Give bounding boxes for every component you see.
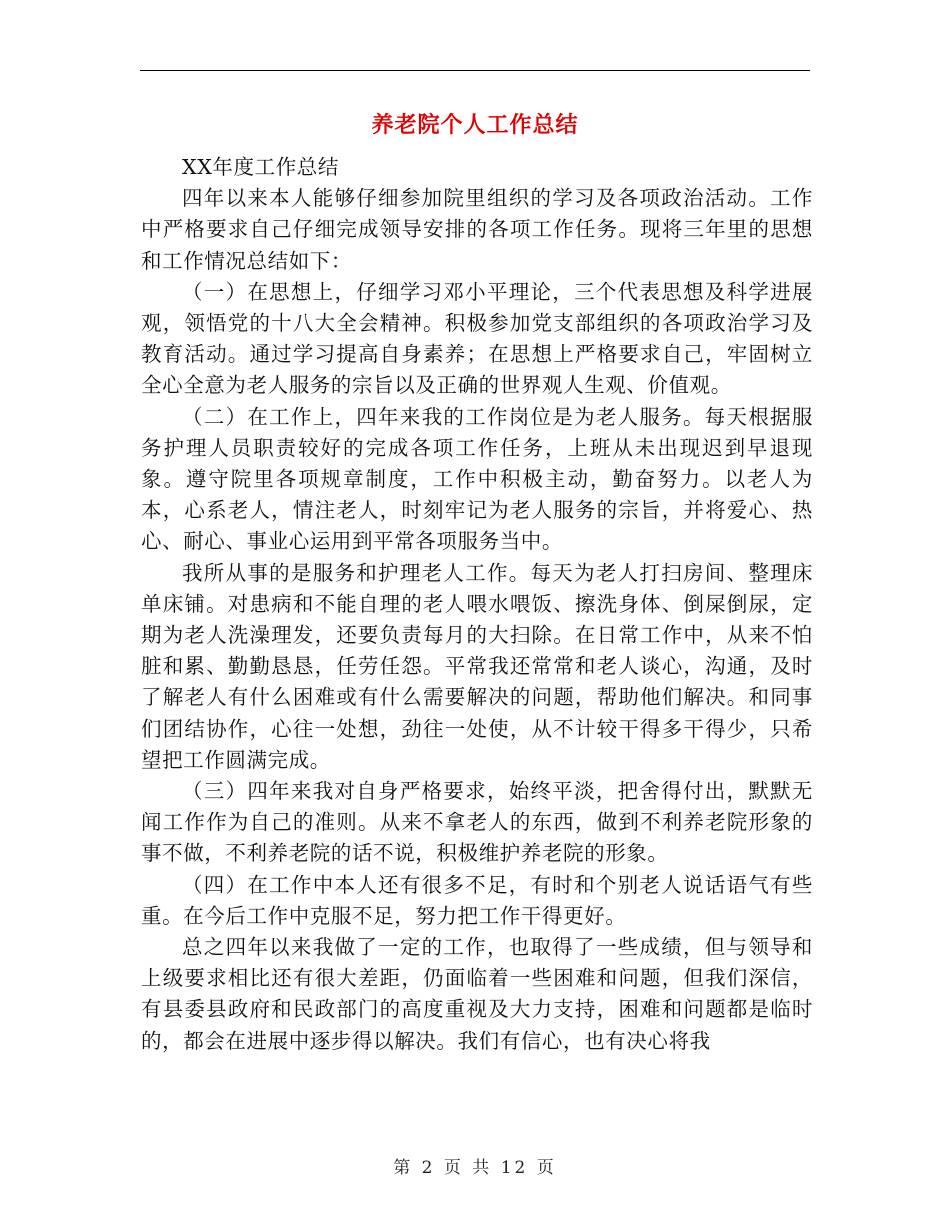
paragraph-intro: 四年以来本人能够仔细参加院里组织的学习及各项政治活动。工作中严格要求自己仔细完成领导安排的各项工作任务。现将三年里的思想和工作情况总结如下： xyxy=(141,186,813,273)
paragraph-section-3: （三）四年来我对自身严格要求，始终平淡，把舍得付出，默默无闻工作作为自己的准则。从来不拿老人的东西，做到不利养老院形象的事不做，不利养老院的话不说，积极维护养老院的形象。 xyxy=(141,779,813,866)
paragraph-section-2: （二）在工作上，四年来我的工作岗位是为老人服务。每天根据服务护理人员职责较好的完成各项工作任务，上班从未出现迟到早退现象。遵守院里各项规章制度，工作中积极主动，勤奋努力。以老人为本，心系老人，情注老人，时刻牢记为老人服务的宗旨，并将爱心、热心、耐心、事业心运用到平常各项服务当中。 xyxy=(141,404,813,554)
paragraph-section-4: （四）在工作中本人还有很多不足，有时和个别老人说话语气有些重。在今后工作中克服不足，努力把工作干得更好。 xyxy=(141,872,813,928)
header-rule xyxy=(140,70,810,71)
page-number-footer: 第 2 页 共 12 页 xyxy=(393,1158,557,1178)
document-title: 养老院个人工作总结 xyxy=(371,112,579,138)
paragraph-conclusion: 总之四年以来我做了一定的工作，也取得了一些成绩，但与领导和上级要求相比还有很大差距，仍面临着一些困难和问题，但我们深信，有县委县政府和民政部门的高度重视及大力支持，困难和问题都是临时的，都会在进展中逐步得以解决。我们有信心，也有决心将我 xyxy=(141,935,813,1053)
paragraph-subtitle: XX年度工作总结 xyxy=(182,155,339,179)
paragraph-service-work: 我所从事的是服务和护理老人工作。每天为老人打扫房间、整理床单床铺。对患病和不能自理的老人喂水喂饭、擦洗身体、倒屎倒尿，定期为老人洗澡理发，还要负责每月的大扫除。在日常工作中，从来不怕脏和累、勤勤恳恳，任劳任怨。平常我还常常和老人谈心，沟通，及时了解老人有什么困难或有什么需要解决的问题，帮助他们解决。和同事们团结协作，心往一处想，劲往一处使，从不计较干得多干得少，只希望把工作圆满完成。 xyxy=(141,560,813,772)
document-body xyxy=(141,152,813,1057)
paragraph-section-1: （一）在思想上，仔细学习邓小平理论，三个代表思想及科学进展观，领悟党的十八大全会精神。积极参加党支部组织的各项政治学习及教育活动。通过学习提高自身素养；在思想上严格要求自己，牢固树立全心全意为老人服务的宗旨以及正确的世界观人生观、价值观。 xyxy=(141,279,813,398)
